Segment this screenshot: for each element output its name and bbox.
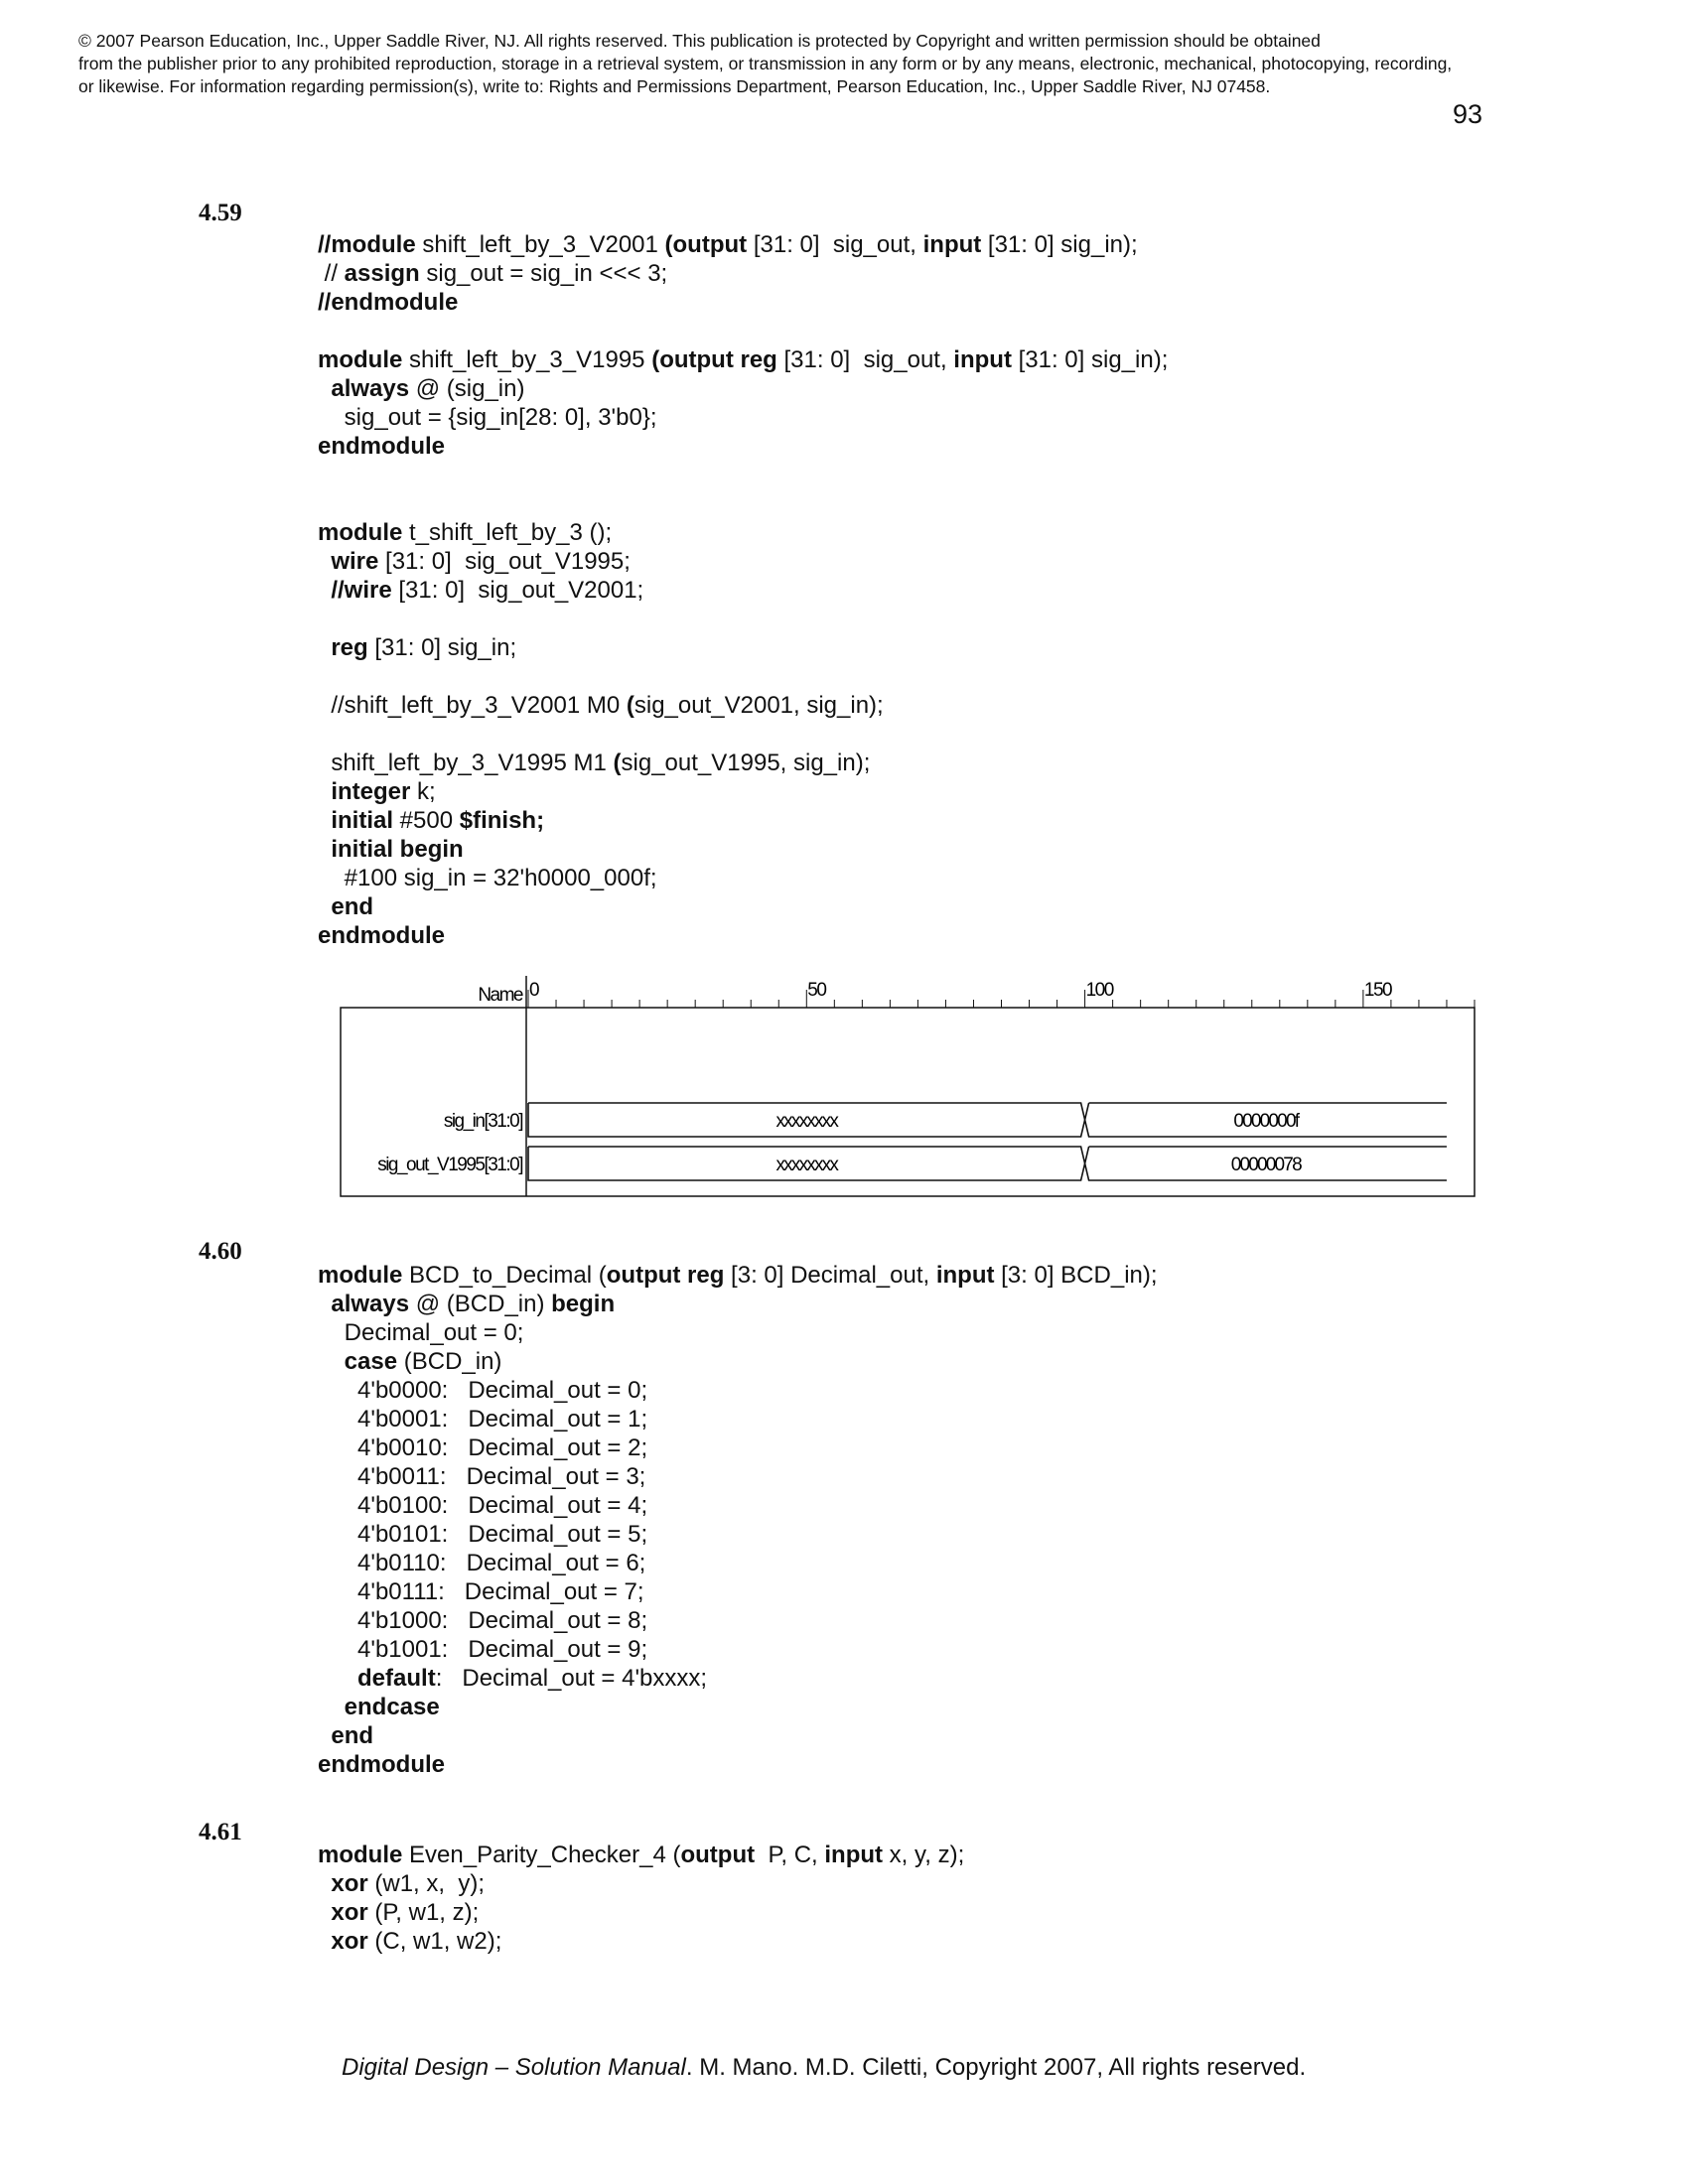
code-text: 4'b0100: Decimal_out = 4;	[318, 1492, 648, 1519]
signal-name: sig_in[31:0]	[443, 1111, 522, 1132]
code-keyword: input	[824, 1842, 884, 1868]
code-keyword: wire	[331, 548, 379, 575]
time-axis	[528, 980, 1475, 1008]
code-line	[318, 605, 1609, 633]
code-text	[318, 836, 331, 863]
code-keyword: begin	[551, 1291, 616, 1317]
code-text	[318, 1665, 357, 1692]
code-line	[318, 1347, 1609, 1376]
code-keyword: always	[331, 375, 410, 402]
code-line	[318, 230, 1609, 259]
code-line	[318, 864, 1609, 892]
code-text	[318, 375, 331, 402]
code-text: 4'b0011: Decimal_out = 3;	[318, 1463, 646, 1490]
code-text: [31: 0] sig_out,	[747, 231, 923, 258]
code-text	[318, 1722, 331, 1749]
code-text	[318, 634, 331, 661]
code-text: [31: 0] sig_in);	[981, 231, 1138, 258]
code-keyword: module	[318, 1842, 403, 1868]
code-keyword: default	[357, 1665, 436, 1692]
section-label-4-60: 4.60	[199, 1238, 242, 1265]
code-line	[318, 489, 1609, 518]
code-text: : Decimal_out = 4'bxxxx;	[435, 1665, 708, 1692]
code-text: sig_out_V1995, sig_in);	[621, 750, 871, 776]
code-line	[318, 317, 1609, 345]
code-line	[318, 1290, 1609, 1318]
section-label-4-59: 4.59	[199, 200, 242, 226]
section-label-4-61: 4.61	[199, 1819, 242, 1845]
code-keyword: integer	[331, 778, 411, 805]
code-text	[318, 1291, 331, 1317]
code-line	[318, 835, 1609, 864]
signal-name: sig_out_V1995[31:0]	[377, 1155, 522, 1175]
code-text: sig_out = sig_in <<< 3;	[419, 260, 668, 287]
code-keyword: input	[953, 346, 1012, 373]
code-line	[318, 1750, 1609, 1779]
code-line	[318, 1927, 1609, 1956]
code-line	[318, 691, 1609, 720]
code-line	[318, 1635, 1609, 1664]
code-keyword: (output	[664, 231, 748, 258]
code-line	[318, 1433, 1609, 1462]
code-keyword: xor	[331, 1870, 368, 1897]
code-text: (w1, x, y);	[367, 1870, 486, 1897]
code-line	[318, 518, 1609, 547]
code-line	[318, 547, 1609, 576]
waveform-diagram	[338, 968, 1489, 1206]
code-text: [31: 0] sig_out_V2001;	[391, 577, 644, 604]
code-line	[318, 1606, 1609, 1635]
code-keyword: input	[935, 1262, 995, 1289]
code-line	[318, 777, 1609, 806]
code-text	[318, 1899, 331, 1926]
code-line	[318, 432, 1609, 461]
code-text: sig_out = {sig_in[28: 0], 3'b0};	[318, 404, 657, 431]
code-text	[318, 893, 331, 920]
code-line	[318, 461, 1609, 489]
code-line	[318, 1869, 1609, 1898]
code-line	[318, 633, 1609, 662]
page-footer	[342, 2054, 1306, 2082]
code-keyword: //endmodule	[318, 289, 459, 316]
code-line	[318, 1664, 1609, 1693]
code-text	[318, 1694, 345, 1720]
code-text: #100 sig_in = 32'h0000_000f;	[318, 865, 657, 891]
waveform-name-header: Name	[478, 985, 522, 1006]
code-text: P, C,	[755, 1842, 825, 1868]
code-text	[318, 1870, 331, 1897]
signal-traces	[377, 1103, 1447, 1180]
code-text: 4'b0001: Decimal_out = 1;	[318, 1406, 648, 1433]
code-text: 4'b0110: Decimal_out = 6;	[318, 1550, 646, 1576]
page-number: 93	[1453, 99, 1483, 129]
code-keyword: reg	[331, 634, 368, 661]
code-block-4-61	[318, 1841, 1609, 1956]
code-text: [31: 0] sig_in);	[1011, 346, 1169, 373]
code-keyword: initial begin	[331, 836, 464, 863]
time-tick-label: 100	[1085, 980, 1113, 1001]
signal-row	[444, 1103, 1447, 1137]
code-text: [31: 0] sig_out,	[776, 346, 954, 373]
code-text: BCD_to_Decimal (	[402, 1262, 607, 1289]
code-line	[318, 1462, 1609, 1491]
time-tick-label: 50	[807, 980, 826, 1001]
code-keyword: endcase	[344, 1694, 440, 1720]
code-block-4-59	[318, 230, 1609, 950]
code-text: 4'b0000: Decimal_out = 0;	[318, 1377, 648, 1404]
code-keyword: always	[331, 1291, 410, 1317]
code-text: 4'b0010: Decimal_out = 2;	[318, 1434, 648, 1461]
code-line	[318, 345, 1609, 374]
code-text: 4'b0111: Decimal_out = 7;	[318, 1578, 644, 1605]
code-text	[318, 1348, 345, 1375]
code-text: t_shift_left_by_3 ();	[402, 519, 613, 546]
code-text: (P, w1, z);	[367, 1899, 480, 1926]
code-text: shift_left_by_3_V1995	[402, 346, 652, 373]
code-line	[318, 806, 1609, 835]
signal-value: xxxxxxxx	[775, 1111, 838, 1132]
code-line	[318, 1520, 1609, 1549]
copyright-line: © 2007 Pearson Education, Inc., Upper Saddle River, NJ. All rights reserved. This publication is protected by Copyright and written permission should be obtained	[78, 31, 1321, 51]
code-keyword: xor	[331, 1899, 368, 1926]
code-text: [3: 0] Decimal_out,	[724, 1262, 936, 1289]
code-text	[318, 548, 331, 575]
code-text: k;	[410, 778, 436, 805]
code-text	[318, 1928, 331, 1955]
time-tick-label: 150	[1363, 980, 1392, 1001]
code-line	[318, 1549, 1609, 1577]
code-text: Even_Parity_Checker_4 (	[402, 1842, 681, 1868]
code-text: shift_left_by_3_V2001	[415, 231, 665, 258]
footer-book-title: Digital Design – Solution Manual	[342, 2054, 686, 2081]
code-text: [31: 0] sig_in;	[367, 634, 517, 661]
signal-value: 00000078	[1230, 1155, 1301, 1175]
time-tick-label: 0	[529, 980, 539, 1001]
code-line	[318, 921, 1609, 950]
code-keyword: module	[318, 346, 403, 373]
code-text: 4'b1000: Decimal_out = 8;	[318, 1607, 648, 1634]
code-keyword: output reg	[606, 1262, 725, 1289]
code-line	[318, 1376, 1609, 1405]
code-text: (C, w1, w2);	[367, 1928, 502, 1955]
copyright-line: from the publisher prior to any prohibited reproduction, storage in a retrieval system, or transmission in any form or by any means, electronic, mechanical, photocopying, recording,	[78, 54, 1453, 73]
code-keyword: $finish;	[459, 807, 545, 834]
code-text: 4'b1001: Decimal_out = 9;	[318, 1636, 648, 1663]
code-keyword: //wire	[331, 577, 392, 604]
code-keyword: input	[922, 231, 982, 258]
copyright-notice	[78, 30, 1627, 98]
code-keyword: end	[331, 1722, 374, 1749]
code-line	[318, 288, 1609, 317]
code-line	[318, 1721, 1609, 1750]
code-text: (BCD_in)	[397, 1348, 502, 1375]
code-line	[318, 1318, 1609, 1347]
code-line	[318, 662, 1609, 691]
code-text: [3: 0] BCD_in);	[994, 1262, 1158, 1289]
code-keyword: initial	[331, 807, 394, 834]
code-text: #500	[393, 807, 460, 834]
code-line	[318, 403, 1609, 432]
code-keyword: output	[680, 1842, 756, 1868]
code-keyword: case	[344, 1348, 398, 1375]
copyright-line: or likewise. For information regarding permission(s), write to: Rights and Permissions Department, Pearson Education, Inc., Upper Saddle River, NJ 07458.	[78, 76, 1271, 96]
code-line	[318, 749, 1609, 777]
code-keyword: endmodule	[318, 433, 446, 460]
code-text: Decimal_out = 0;	[318, 1319, 524, 1346]
signal-value: 0000000f	[1233, 1111, 1299, 1132]
code-keyword: xor	[331, 1928, 368, 1955]
code-text: shift_left_by_3_V1995 M1	[318, 750, 614, 776]
code-line	[318, 1405, 1609, 1433]
code-line	[318, 374, 1609, 403]
code-line	[318, 1261, 1609, 1290]
code-keyword: endmodule	[318, 1751, 446, 1778]
signal-value: xxxxxxxx	[775, 1155, 838, 1175]
code-text: //shift_left_by_3_V2001 M0	[318, 692, 627, 719]
code-block-4-60	[318, 1261, 1609, 1779]
code-keyword: module	[318, 1262, 403, 1289]
code-keyword: (	[613, 750, 622, 776]
code-line	[318, 1841, 1609, 1869]
code-text	[318, 577, 331, 604]
signal-row	[377, 1147, 1447, 1180]
code-text: //	[318, 260, 345, 287]
code-line	[318, 1491, 1609, 1520]
code-keyword: assign	[344, 260, 420, 287]
code-text: x, y, z);	[883, 1842, 965, 1868]
code-line	[318, 1898, 1609, 1927]
code-text	[318, 778, 331, 805]
code-text: 4'b0101: Decimal_out = 5;	[318, 1521, 648, 1548]
code-keyword: end	[331, 893, 374, 920]
code-text: @ (BCD_in)	[409, 1291, 552, 1317]
code-keyword: (output reg	[651, 346, 777, 373]
code-line	[318, 576, 1609, 605]
code-text	[318, 807, 331, 834]
code-line	[318, 1693, 1609, 1721]
code-line	[318, 259, 1609, 288]
code-line	[318, 892, 1609, 921]
code-keyword: endmodule	[318, 922, 446, 949]
code-text: [31: 0] sig_out_V1995;	[378, 548, 631, 575]
code-keyword: //module	[318, 231, 416, 258]
code-line	[318, 1577, 1609, 1606]
code-line	[318, 720, 1609, 749]
code-text: @ (sig_in)	[409, 375, 525, 402]
code-keyword: (	[626, 692, 634, 719]
code-text: sig_out_V2001, sig_in);	[633, 692, 884, 719]
footer-credits: . M. Mano. M.D. Ciletti, Copyright 2007, All rights reserved.	[685, 2054, 1307, 2081]
code-keyword: module	[318, 519, 403, 546]
